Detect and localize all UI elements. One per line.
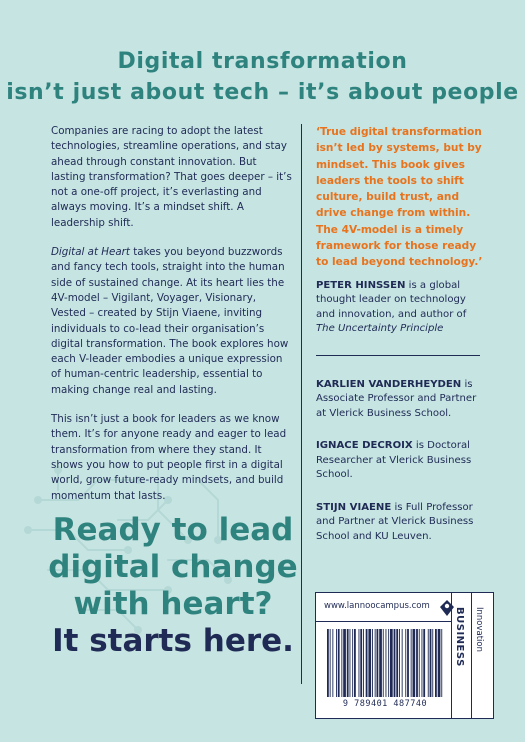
- headline-line-2: isn’t just about tech – it’s about people: [6, 80, 519, 105]
- barcode-bar: [359, 629, 360, 697]
- barcode-bar: [407, 629, 409, 697]
- barcode: [326, 629, 444, 697]
- endorsement-quote: ‘True digital transformation isn’t led by systems, but by mindset. This book gives leaders the tools to shift culture, build trust, and drive change from within. The 4V-model is a timely framework for those ready to lead beyond technology.’: [316, 126, 483, 269]
- barcode-bar: [394, 629, 396, 697]
- panel-divider: [471, 593, 472, 718]
- author-text: is Doctoral Researcher at Vlerick Business School.: [316, 440, 472, 481]
- barcode-bar: [332, 629, 333, 697]
- author-bio-2: [316, 439, 486, 483]
- barcode-bar: [430, 629, 432, 697]
- barcode-bar: [330, 629, 331, 697]
- barcode-bar: [383, 629, 384, 697]
- barcode-bar: [435, 629, 437, 697]
- author-text: is Associate Professor and Partner at Vlerick Business School.: [316, 378, 477, 419]
- barcode-bar: [438, 629, 441, 697]
- barcode-bar: [327, 629, 329, 697]
- bio-separator: [316, 355, 480, 356]
- barcode-bar: [441, 629, 442, 697]
- author-bio-3: [316, 501, 486, 545]
- barcode-bar: [360, 629, 362, 697]
- author-text: is Full Professor and Partner at Vlerick Business School and KU Leuven.: [316, 501, 474, 542]
- barcode-bar: [396, 629, 398, 697]
- author-bio-1: [316, 378, 486, 422]
- author-name: IGNACE DECROIX: [316, 440, 413, 452]
- endorser-text: is a global thought leader on technology and innovation, and author of: [316, 279, 467, 320]
- blurb-paragraph-2-text: takes you beyond buzzwords and fancy tech tools, straight into the human side of sustained change. At its heart lies the 4V-model – Vigilant, Voyager, Visionary, Vested – created by Stijn Viaene, inviting individuals to co-lead their organisation’s digital transformation. The book explores how each V-leader embodies a unique expression of human-centric leadership, essential to making change real and lasting.: [51, 246, 289, 396]
- headline-line-1: Digital transformation: [117, 49, 408, 74]
- barcode-bar: [423, 629, 425, 697]
- headline: [0, 46, 525, 108]
- barcode-bar: [366, 629, 368, 697]
- barcode-bar: [405, 629, 406, 697]
- blurb-column: [51, 124, 293, 518]
- book-title: Digital at Heart: [51, 246, 130, 259]
- category-label: BUSINESS: [454, 607, 465, 667]
- barcode-bar: [377, 629, 379, 697]
- blurb-paragraph-2: [51, 245, 293, 398]
- barcode-bar: [341, 629, 342, 697]
- barcode-bar: [338, 629, 340, 697]
- call-to-action: [48, 512, 298, 660]
- barcode-bar: [402, 629, 403, 697]
- cta-line-4: It starts here.: [52, 623, 294, 659]
- publisher-url: www.lannoocampus.com: [324, 601, 430, 611]
- barcode-bar: [347, 629, 349, 697]
- barcode-bar: [388, 629, 389, 697]
- blurb-paragraph-1: Companies are racing to adopt the latest technologies, streamline operations, and stay ahead through constant innovation. But lasting transformation? That goes deeper – it’s not a one-off project, it’s everlasting and always moving. It’s a mindset shift. A leadership shift.: [51, 125, 292, 229]
- barcode-bar: [432, 629, 433, 697]
- barcode-bar: [350, 629, 351, 697]
- barcode-bar: [386, 629, 387, 697]
- url-separator: [316, 621, 451, 622]
- barcode-bar: [368, 629, 371, 697]
- barcode-bar: [354, 629, 356, 697]
- barcode-bar: [352, 629, 353, 697]
- cta-line-1: Ready to lead: [52, 512, 294, 548]
- barcode-bar: [336, 629, 337, 697]
- endorser-bio: [316, 279, 486, 337]
- isbn-number: 9 789401 487740: [342, 699, 428, 709]
- author-name: KARLIEN VANDERHEYDEN: [316, 378, 462, 390]
- barcode-bar: [419, 629, 420, 697]
- barcode-bar: [379, 629, 382, 697]
- panel-divider: [451, 593, 452, 718]
- barcode-bar: [390, 629, 393, 697]
- endorser-name: PETER HINSSEN: [316, 279, 406, 291]
- barcode-bar: [411, 629, 412, 697]
- endorsement-column: [316, 124, 486, 562]
- barcode-bar: [372, 629, 373, 697]
- barcode-bar: [363, 629, 364, 697]
- author-name: STIJN VIAENE: [316, 501, 392, 513]
- barcode-bar: [343, 629, 346, 697]
- barcode-bar: [428, 629, 429, 697]
- cta-line-3: with heart?: [73, 586, 273, 622]
- cta-line-2: digital change: [48, 549, 298, 585]
- barcode-panel: [315, 592, 494, 719]
- barcode-bar: [399, 629, 400, 697]
- subcategory-label: Innovation: [474, 607, 484, 653]
- barcode-bar: [416, 629, 418, 697]
- barcode-bar: [413, 629, 416, 697]
- endorser-book: The Uncertainty Principle: [316, 323, 444, 335]
- blurb-paragraph-3: This isn’t just a book for leaders as we know them. It’s for anyone ready and eager to lead transformation from where they stand. It shows you how to put people first in a digital world, grow future-ready mindsets, and build momentum that lasts.: [51, 413, 287, 502]
- barcode-bar: [422, 629, 423, 697]
- barcode-bar: [375, 629, 376, 697]
- column-divider: [301, 124, 302, 684]
